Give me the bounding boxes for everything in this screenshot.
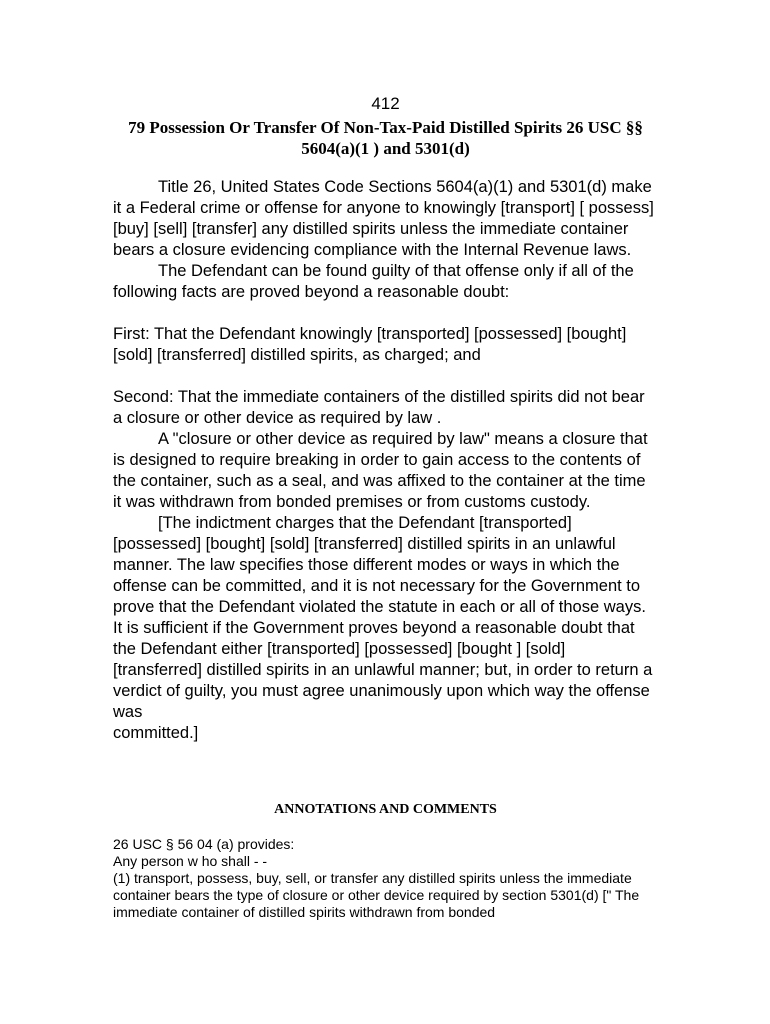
instruction-title: 79 Possession Or Transfer Of Non-Tax-Paid Distilled Spirits 26 USC §§ 5604(a)(1 ) and 5301(d) <box>128 118 643 158</box>
instruction-body <box>113 177 658 744</box>
paragraph-closure-definition: A "closure or other device as required by law" means a closure that is designed to require breaking in order to gain access to the contents of the container, such as a seal, and was affixed to the container at the time it was withdrawn from bonded premises or from customs custody. <box>113 430 648 511</box>
annotations-body <box>113 836 673 921</box>
annotation-line: 26 USC § 56 04 (a) provides: <box>113 836 295 852</box>
element-second: Second: That the immediate containers of the distilled spirits did not bear a closure or other device as required by law . <box>113 388 645 427</box>
annotation-line: (1) transport, possess, buy, sell, or transfer any distilled spirits unless the immediate container bears the type of closure or other device required by section 5301(d) [" The immediate container of distilled spirits withdrawn from bonded <box>113 870 640 920</box>
annotations-heading: ANNOTATIONS AND COMMENTS <box>274 802 497 817</box>
paragraph-elements-intro: The Defendant can be found guilty of that offense only if all of the following facts are proved beyond a reasonable doubt: <box>113 262 634 301</box>
page-number: 412 <box>371 94 400 113</box>
paragraph-indictment-end: committed.] <box>113 724 199 742</box>
paragraph-indictment: [The indictment charges that the Defendant [transported] [possessed] [bought] [sold] [transferred] distilled spirits in an unlawful manner. The law specifies those different modes or ways in which the offense can be committed, and it is not necessary for the Government to prove that the Defendant violated the statute in each or all of those ways. It is sufficient if the Government proves beyond a reasonable doubt that the Defendant either [transported] [possessed] [bought ] [sold] [transferred] distilled spirits in an unlawful manner; but, in order to return a verdict of guilty, you must agree unanimously upon which way the offense was <box>113 514 653 721</box>
paragraph-statute: Title 26, United States Code Sections 5604(a)(1) and 5301(d) make it a Federal crime or offense for anyone to knowingly [transport] [ possess] [buy] [sell] [transfer] any distilled spirits unless the immediate container bears a closure evidencing compliance with the Internal Revenue laws. <box>113 178 654 259</box>
element-first: First: That the Defendant knowingly [transported] [possessed] [bought] [sold] [transferred] distilled spirits, as charged; and <box>113 325 627 364</box>
annotation-line: Any person w ho shall - - <box>113 853 268 869</box>
